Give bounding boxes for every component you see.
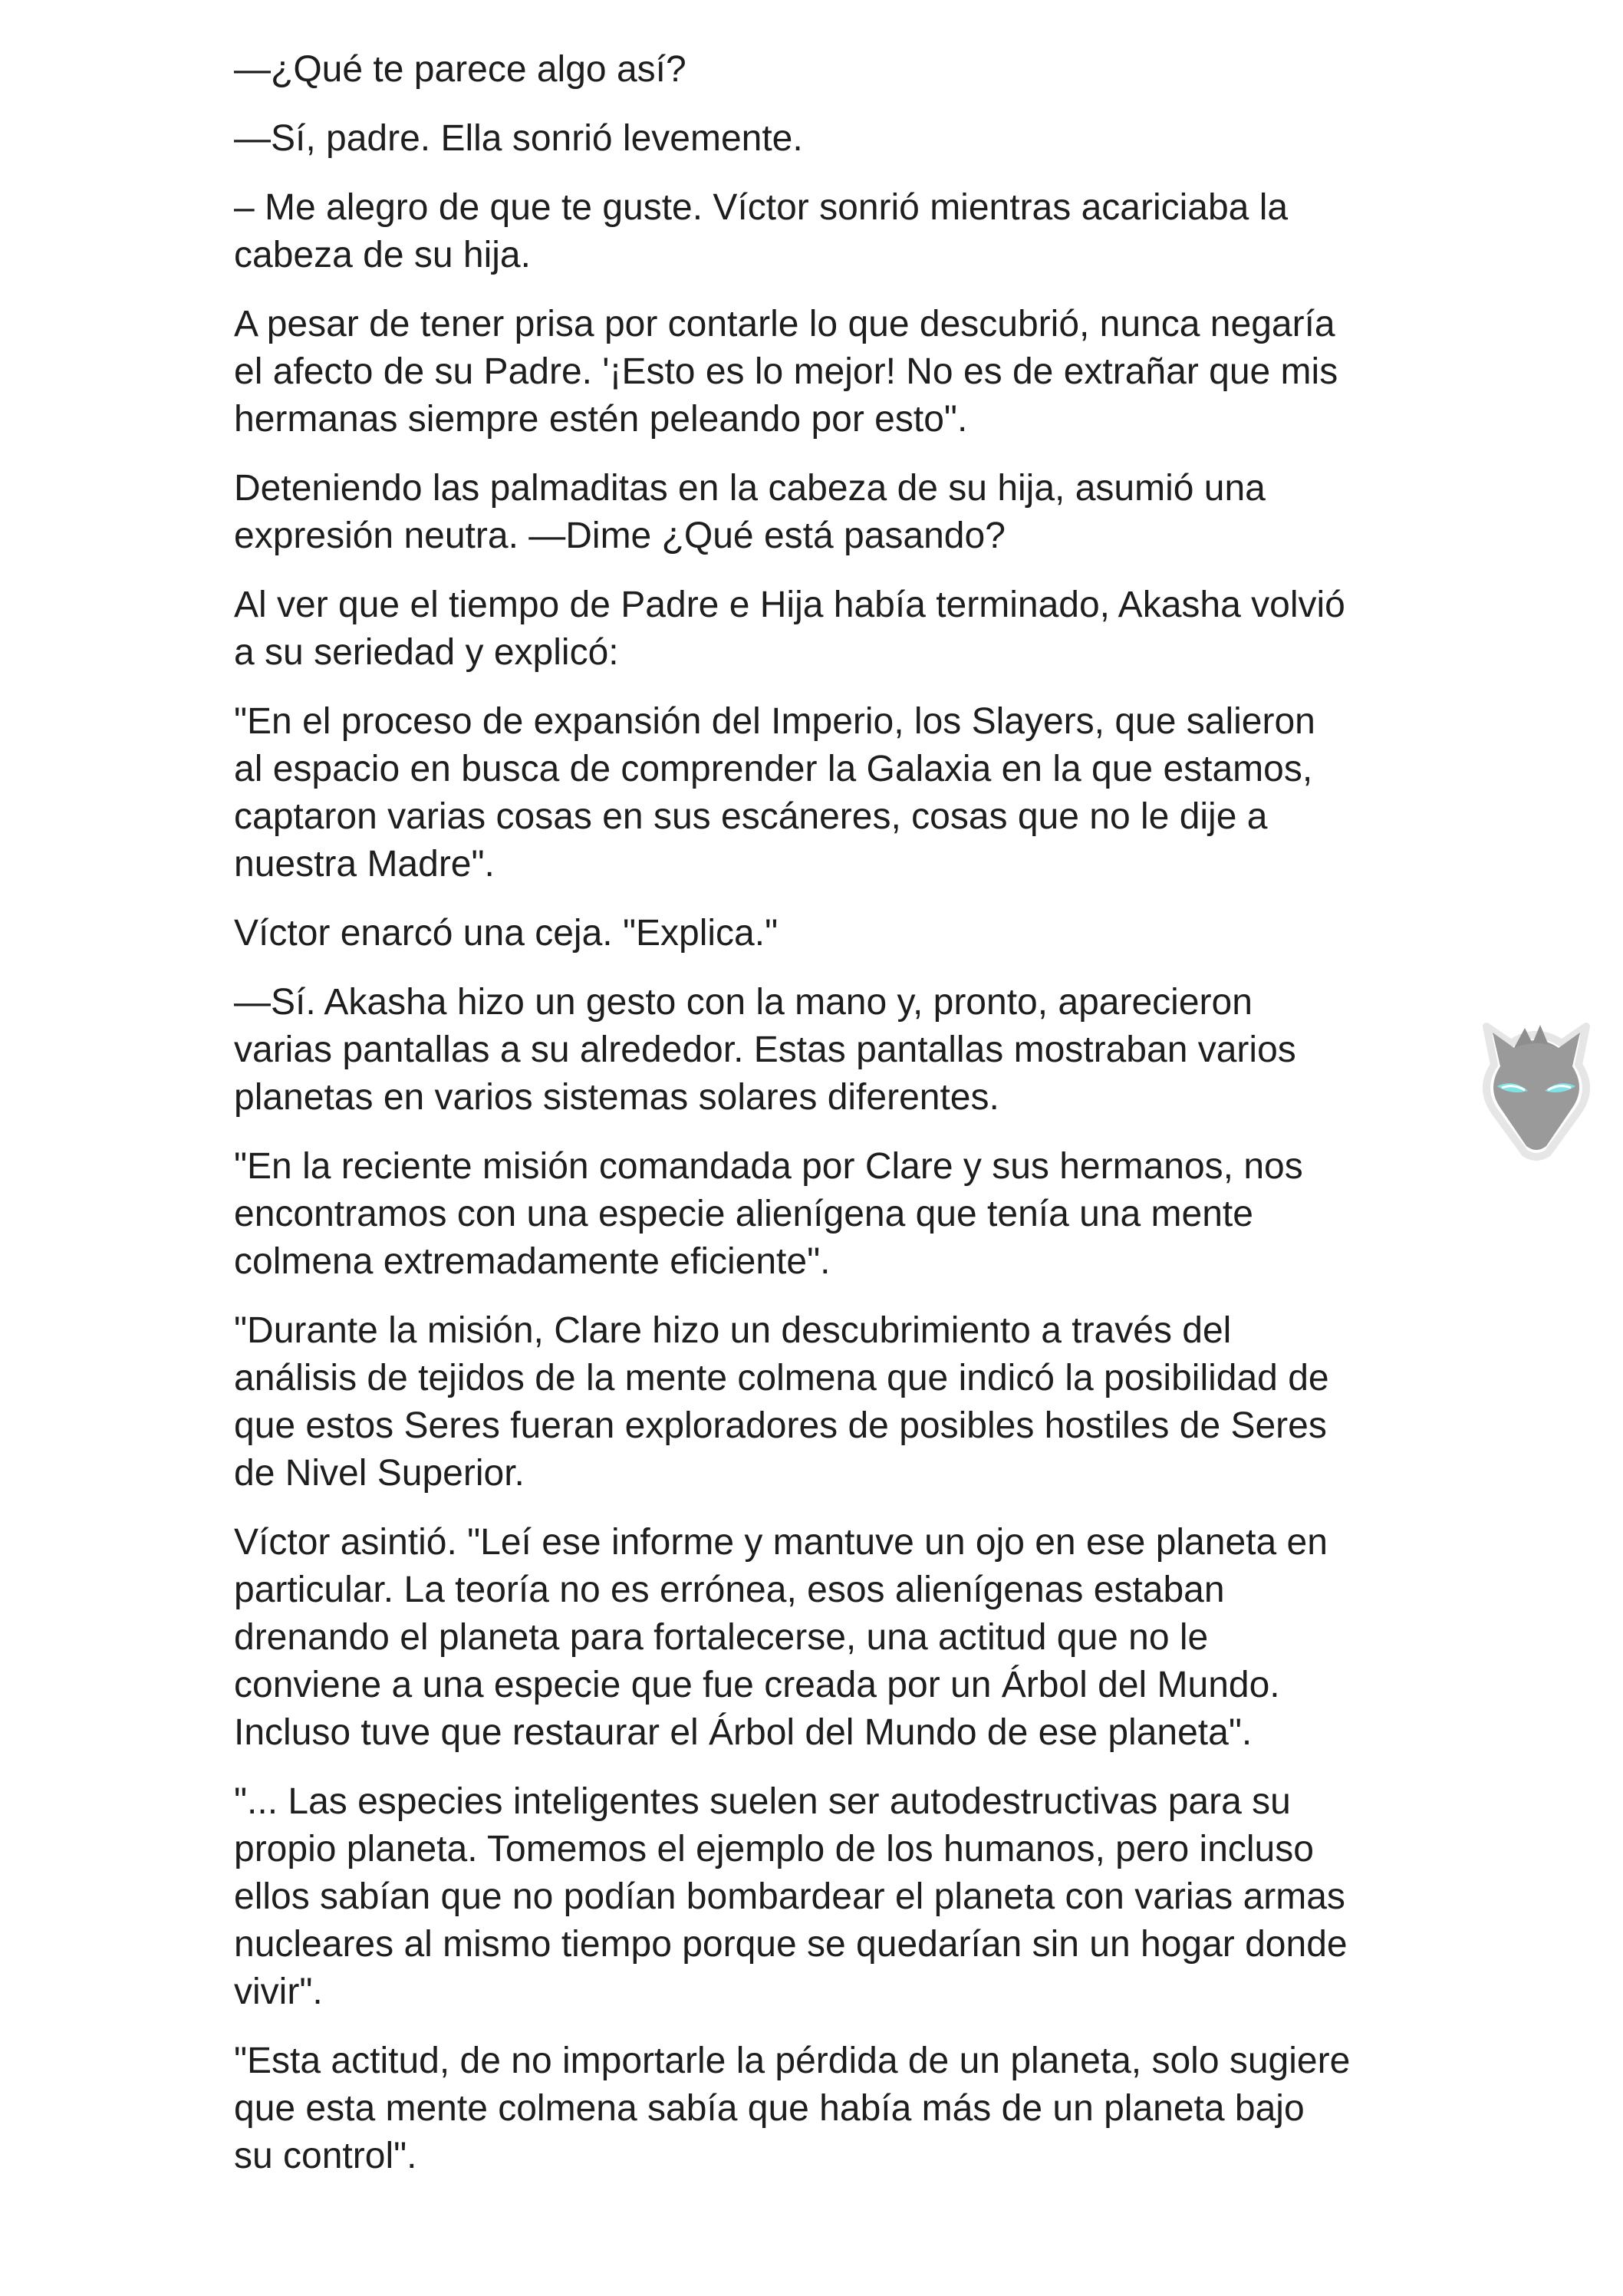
paragraph: Víctor asintió. "Leí ese informe y mantuve un ojo en ese planeta en particular. La teoría no es errónea, esos alienígenas estaban drenando el planeta para fortalecerse, una actitud que no le conviene a una especie que fue creada por un Árbol del Mundo. Incluso tuve que restaurar el Árbol del Mundo de ese planeta". bbox=[234, 1522, 1328, 1753]
document-body bbox=[234, 46, 1415, 2202]
paragraph: —Sí, padre. Ella sonrió levemente. bbox=[234, 118, 803, 159]
paragraph: "En la reciente misión comandada por Clare y sus hermanos, nos encontramos con una especie alienígena que tenía una mente colmena extremadamente eficiente". bbox=[234, 1146, 1303, 1282]
paragraph: Al ver que el tiempo de Padre e Hija había terminado, Akasha volvió a su seriedad y explicó: bbox=[234, 585, 1345, 673]
paragraph: Deteniendo las palmaditas en la cabeza de su hija, asumió una expresión neutra. —Dime ¿Qué está pasando? bbox=[234, 468, 1266, 556]
paragraph: —Sí. Akasha hizo un gesto con la mano y, pronto, aparecieron varias pantallas a su alrededor. Estas pantallas mostraban varios planetas en varios sistemas solares diferentes. bbox=[234, 982, 1296, 1118]
paragraph: – Me alegro de que te guste. Víctor sonrió mientras acariciaba la cabeza de su hija. bbox=[234, 187, 1289, 275]
paragraph: —¿Qué te parece algo así? bbox=[234, 49, 686, 90]
paragraph: "En el proceso de expansión del Imperio, los Slayers, que salieron al espacio en busca de comprender la Galaxia en la que estamos, captaron varias cosas en sus escáneres, cosas que no le dije a nuestra Madre". bbox=[234, 701, 1315, 884]
demon-head-icon bbox=[1471, 996, 1602, 1164]
watermark-svg bbox=[1471, 996, 1602, 1164]
paragraph: "... Las especies inteligentes suelen ser autodestructivas para su propio planeta. Tomemos el ejemplo de los humanos, pero incluso ellos sabían que no podían bombardear el planeta con varias armas nucleares al mismo tiempo porque se quedarían sin un hogar donde vivir". bbox=[234, 1781, 1348, 2012]
paragraph: A pesar de tener prisa por contarle lo que descubrió, nunca negaría el afecto de su Padre. '¡Esto es lo mejor! No es de extrañar que mis hermanas siempre estén peleando por esto". bbox=[234, 304, 1338, 440]
paragraph: "Durante la misión, Clare hizo un descubrimiento a través del análisis de tejidos de la mente colmena que indicó la posibilidad de que estos Seres fueran exploradores de posibles hostiles de Seres de Nivel Superior. bbox=[234, 1310, 1329, 1494]
paragraph: Víctor enarcó una ceja. "Explica." bbox=[234, 913, 779, 954]
paragraph: "Esta actitud, de no importarle la pérdida de un planeta, solo sugiere que esta mente colmena sabía que había más de un planeta bajo su control". bbox=[234, 2041, 1351, 2176]
